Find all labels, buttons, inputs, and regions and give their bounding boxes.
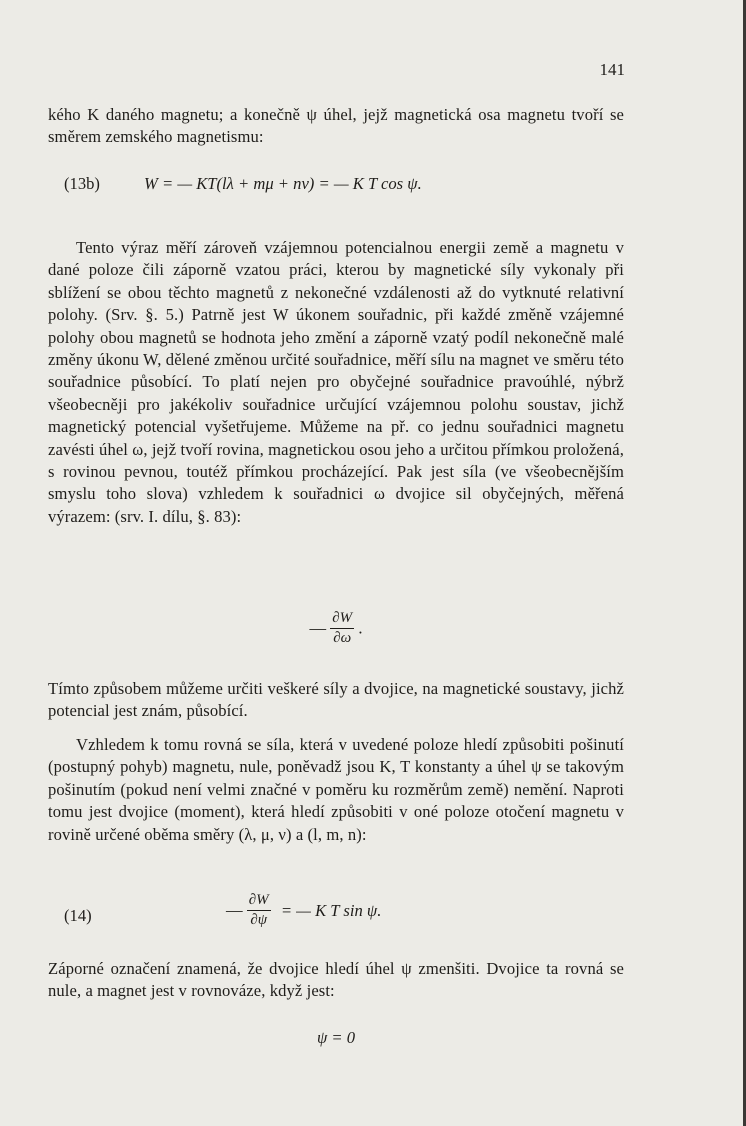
equation-minus: — [309, 618, 327, 638]
equation-rhs: = — K T sin ψ. [280, 900, 382, 920]
equation-tail: . [358, 618, 363, 638]
paragraph-method [48, 678, 624, 723]
equation-14 [48, 892, 624, 938]
paragraph-potential [48, 237, 624, 528]
equation-label: (13b) [64, 174, 100, 193]
paragraph-text: Záporné označení znamená, že dvojice hledí úhel ψ zmenšiti. Dvojice ta rovná se nule, a magnet jest v rovnováze, když jest: [48, 959, 624, 1001]
equation-final [48, 1024, 624, 1054]
equation-omega [48, 610, 624, 656]
fraction-numerator: ∂W [247, 892, 271, 911]
fraction [330, 610, 354, 647]
fraction [247, 892, 271, 929]
paragraph-text: Tímto způsobem můžeme určiti veškeré síly a dvojice, na magnetické soustavy, jichž potencial jest znám, působící. [48, 679, 624, 721]
paragraph-text: Tento výraz měří zároveň vzájemnou potencialnou energii země a magnetu v dané poloze čili záporně vzatou práci, kterou by magnetické síly vykonaly při sblížení se obou těchto magnetů z nekonečné vzdálenosti až do vytknuté relativní polohy. (Srv. §. 5.) Patrně jest W úkonem souřadnic, při každé změně vzájemné polohy obou magnetů se hodnota jeho změní a záporně vzatý podíl nekonečně malé změny úkonu W, dělené změnou určité souřadnice, měří sílu na magnet ve směru této souřadnice působící. To platí nejen pro obyčejné souřadnice pravoúhlé, nýbrž všeobecněji pro jakékoliv souřadnice určující vzájemnou polohu soustav, jichž magnetický potencial vyšetřujeme. Můžeme na př. co jednu souřadnici magnetu zavésti úhel ω, jejž tvoří rovina, magnetickou osou jeho a určitou přímkou proložená, s rovinou pevnou, toutéž přímkou procházející. Pak jest síla (ve všeobecnějším smyslu toho slova) vzhledem k souřadnici ω dvojice sil obyčejných, měřená výrazem: (srv. I. dílu, §. 83): [48, 238, 624, 526]
page-number: 141 [599, 60, 625, 79]
equation-label: (14) [64, 906, 92, 925]
paragraph-force [48, 734, 624, 846]
equation-minus: — [226, 900, 243, 920]
equation-14-body [226, 892, 381, 929]
equation-body: W = — KT(lλ + mμ + nν) = — K T cos ψ. [144, 174, 422, 193]
paragraph-intro [48, 104, 624, 149]
paragraph-equilibrium [48, 958, 624, 1003]
fraction-denominator: ∂ψ [250, 912, 268, 928]
equation-body: ψ = 0 [316, 1028, 356, 1047]
equation-omega-body [48, 610, 624, 647]
fraction-denominator: ∂ω [333, 630, 352, 646]
equation-13b [48, 170, 624, 200]
fraction-numerator: ∂W [330, 610, 354, 629]
paragraph-text: kého K daného magnetu; a konečně ψ úhel, jejž magnetická osa magnetu tvoří se směrem zemského magnetismu: [48, 105, 624, 147]
paragraph-text: Vzhledem k tomu rovná se síla, která v uvedené poloze hledí způsobiti pošinutí (postupný pohyb) magnetu, nule, poněvadž jsou K, T konstanty a úhel ψ se takovým pošinutím (pokud není velmi značné v poměru ku rozměrům země) nemění. Naproti tomu jest dvojice (moment), která hledí způsobiti v oné poloze otočení magnetu v rovině určené oběma směry (λ, μ, ν) a (l, m, n): [48, 735, 624, 844]
